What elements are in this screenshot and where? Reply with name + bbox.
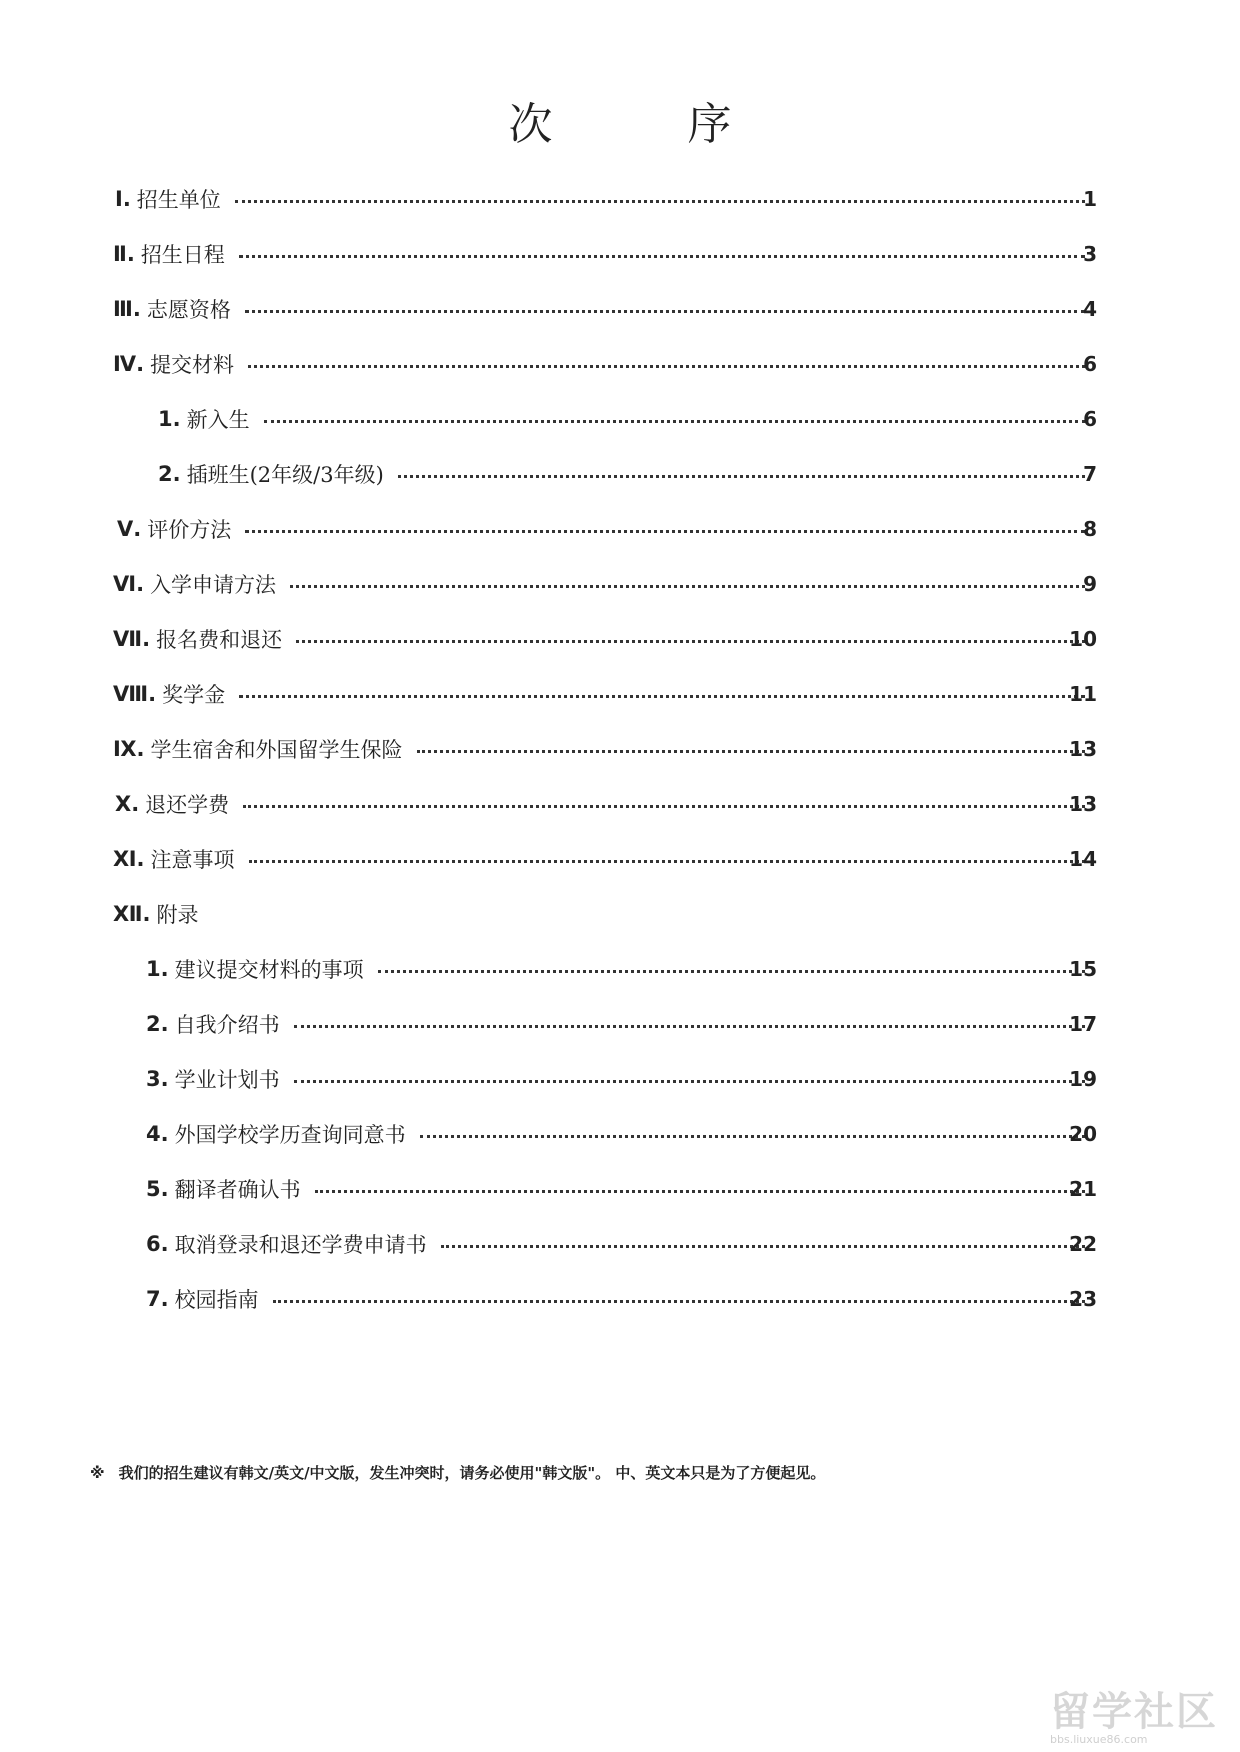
toc-entry-label: 插班生(2年级/3年级) <box>186 463 384 487</box>
dot-leader <box>243 805 1085 808</box>
toc-entry-label: 建议提交材料的事项 <box>174 958 364 982</box>
toc-entry-page: 6 <box>1083 352 1097 376</box>
dot-leader <box>273 1300 1085 1303</box>
toc-entry-page: 13 <box>1069 737 1097 761</box>
toc-entry-page: 6 <box>1083 407 1097 431</box>
toc-entry-label: 志愿资格 <box>146 298 231 322</box>
dot-leader <box>294 1080 1085 1083</box>
toc-entry[interactable] <box>146 1059 1097 1099</box>
toc-entry-number: 1. <box>158 407 181 431</box>
toc-entry[interactable] <box>113 344 1097 384</box>
toc-entry-page: 19 <box>1069 1067 1097 1091</box>
dot-leader <box>378 970 1085 973</box>
toc-entry-label: 学生宿舍和外国留学生保险 <box>150 738 403 762</box>
toc-entry-page: 3 <box>1083 242 1097 266</box>
toc-entry-number: 3. <box>146 1067 169 1091</box>
page-title-char: 次 <box>508 99 553 150</box>
toc-entry-number: Ⅻ. <box>113 902 151 926</box>
toc-entry-label: 附录 <box>156 903 199 927</box>
toc-entry-number: 1. <box>146 957 169 981</box>
toc-entry-number: Ⅸ. <box>113 737 145 761</box>
toc-entry[interactable] <box>146 1004 1097 1044</box>
toc-entry-label: 新入生 <box>186 408 250 432</box>
toc-entry-label: 奖学金 <box>162 683 226 707</box>
toc-entry-page: 14 <box>1069 847 1097 871</box>
toc-entry-page: 13 <box>1069 792 1097 816</box>
dot-leader <box>239 255 1085 258</box>
dot-leader <box>398 475 1085 478</box>
reference-mark-icon: ※ <box>90 1464 105 1482</box>
toc-entry-page: 4 <box>1083 297 1097 321</box>
toc-entry-label: 退还学费 <box>145 793 230 817</box>
toc-entry-number: Ⅷ. <box>113 682 157 706</box>
toc-entry-page: 1 <box>1083 187 1097 211</box>
toc-entry[interactable] <box>115 784 1097 824</box>
toc-entry-number: 6. <box>146 1232 169 1256</box>
toc-entry-label: 评价方法 <box>147 518 232 542</box>
watermark-url: bbs.liuxue86.com <box>1050 1733 1148 1746</box>
toc-entry-label: 自我介绍书 <box>174 1013 280 1037</box>
toc-entry-label: 报名费和退还 <box>156 628 283 652</box>
toc-entry-page: 15 <box>1069 957 1097 981</box>
toc-entry[interactable] <box>146 949 1097 989</box>
toc-entry[interactable] <box>158 454 1097 494</box>
dot-leader <box>264 420 1085 423</box>
toc-entry-label: 外国学校学历查询同意书 <box>174 1123 406 1147</box>
toc-entry[interactable] <box>113 839 1097 879</box>
toc-entry-label: 校园指南 <box>174 1288 259 1312</box>
toc-entry-number: Ⅹ. <box>115 792 140 816</box>
footnote-text: 我们的招生建议有韩文/英文/中文版，发生冲突时，请务必使用"韩文版"。 中、英文本只是为了方便起见。 <box>118 1464 826 1482</box>
toc-entry[interactable] <box>113 619 1097 659</box>
toc-entry-number: Ⅳ. <box>113 352 145 376</box>
toc-entry-page: 20 <box>1069 1122 1097 1146</box>
toc-entry-number: 7. <box>146 1287 169 1311</box>
toc-entry-page: 7 <box>1083 462 1097 486</box>
toc-entry-page: 17 <box>1069 1012 1097 1036</box>
dot-leader <box>315 1190 1085 1193</box>
toc-entry-number: 2. <box>158 462 181 486</box>
watermark <box>1050 1680 1220 1746</box>
toc-entry-number: Ⅵ. <box>113 572 145 596</box>
toc-entry-page: 10 <box>1069 627 1097 651</box>
dot-leader <box>294 1025 1085 1028</box>
toc-entry-number: Ⅴ. <box>117 517 142 541</box>
toc-entry-page: 22 <box>1069 1232 1097 1256</box>
dot-leader <box>290 585 1085 588</box>
toc-entry-page: 9 <box>1083 572 1097 596</box>
toc-entry-label: 入学申请方法 <box>150 573 277 597</box>
dot-leader <box>248 365 1085 368</box>
dot-leader <box>245 530 1085 533</box>
dot-leader <box>296 640 1085 643</box>
toc-entry[interactable] <box>117 509 1097 549</box>
toc-entry-page: 11 <box>1069 682 1097 706</box>
toc-entry-number: 5. <box>146 1177 169 1201</box>
toc-entry[interactable] <box>146 1224 1097 1264</box>
dot-leader <box>420 1135 1085 1138</box>
toc-entry[interactable] <box>113 729 1097 769</box>
toc-entry-number: Ⅺ. <box>113 847 145 871</box>
toc-entry-page: 23 <box>1069 1287 1097 1311</box>
dot-leader <box>441 1245 1085 1248</box>
toc-entry-label: 注意事项 <box>150 848 235 872</box>
toc-entry-number: Ⅰ. <box>115 187 131 211</box>
toc-entry-page: 8 <box>1083 517 1097 541</box>
toc-entry-label: 学业计划书 <box>174 1068 280 1092</box>
toc-entry-number: Ⅲ. <box>113 297 141 321</box>
dot-leader <box>249 860 1086 863</box>
toc-entry[interactable] <box>158 399 1097 439</box>
toc-entry[interactable] <box>113 894 199 934</box>
dot-leader <box>245 310 1085 313</box>
toc-entry-label: 翻译者确认书 <box>174 1178 301 1202</box>
toc-entry[interactable] <box>113 234 1097 274</box>
toc-entry-page: 21 <box>1069 1177 1097 1201</box>
toc-entry[interactable] <box>113 289 1097 329</box>
toc-entry-number: 2. <box>146 1012 169 1036</box>
toc-entry[interactable] <box>146 1169 1097 1209</box>
toc-entry[interactable] <box>113 674 1097 714</box>
toc-entry[interactable] <box>146 1114 1097 1154</box>
toc-entry-label: 招生日程 <box>140 243 225 267</box>
watermark-logo: 留学社区 <box>1050 1689 1218 1735</box>
toc-entry-label: 招生单位 <box>136 188 221 212</box>
toc-entry-number: Ⅶ. <box>113 627 151 651</box>
toc-entry-number: Ⅱ. <box>113 242 135 266</box>
page-title-char: 序 <box>687 99 732 150</box>
toc-entry-label: 提交材料 <box>150 353 235 377</box>
dot-leader <box>239 695 1085 698</box>
page-title <box>0 88 1240 152</box>
toc-entry[interactable] <box>146 1279 1097 1319</box>
toc-entry[interactable] <box>115 179 1097 219</box>
toc-entry-number: 4. <box>146 1122 169 1146</box>
toc-entry-label: 取消登录和退还学费申请书 <box>174 1233 427 1257</box>
dot-leader <box>235 200 1085 203</box>
toc-entry[interactable] <box>113 564 1097 604</box>
footnote <box>90 1462 825 1483</box>
dot-leader <box>417 750 1085 753</box>
